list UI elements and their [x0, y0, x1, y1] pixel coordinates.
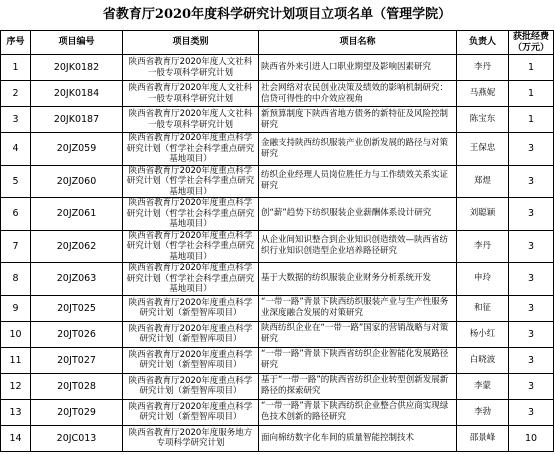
cell-funding: 3 [509, 373, 554, 399]
cell-funding: 3 [509, 133, 554, 166]
cell-category: 陕西省教育厅2020年度重点科学研究计划（新型智库项目） [123, 373, 259, 399]
cell-project-name: 陕西纺织企业在“一带一路”国家的营销战略与对策研究 [259, 321, 457, 347]
cell-funding: 3 [509, 263, 554, 296]
cell-category: 陕西省教育厅2020年度重点科学研究计划（哲学社会科学重点研究基地项目） [123, 133, 259, 166]
cell-leader: 和征 [457, 295, 509, 321]
cell-leader: 申玲 [457, 263, 509, 296]
cell-category: 陕西省教育厅2020年度重点科学研究计划（哲学社会科学重点研究基地项目） [123, 263, 259, 296]
cell-leader: 李丹 [457, 230, 509, 263]
cell-funding: 3 [509, 230, 554, 263]
table-row [1, 230, 554, 263]
cell-code: 20JC013 [31, 425, 123, 451]
cell-project-name: 新预算制度下陕西省地方债务的新特征及风险控制研究 [259, 107, 457, 133]
cell-code: 20JK0187 [31, 107, 123, 133]
cell-category: 陕西省教育厅2020年度服务地方专项科学研究计划 [123, 425, 259, 451]
document-title: 省教育厅2020年度科学研究计划项目立项名单（管理学院） [102, 7, 452, 22]
cell-leader: 李丹 [457, 55, 509, 81]
table-body [1, 55, 554, 452]
cell-no: 3 [1, 107, 31, 133]
project-table [0, 30, 554, 452]
cell-leader: 马燕妮 [457, 81, 509, 107]
cell-code: 20JT027 [31, 347, 123, 373]
cell-code: 20JT026 [31, 321, 123, 347]
cell-project-name: “一带一路”背景下陕西纺织企业整合供应商实现绿色技术创新的路径研究 [259, 399, 457, 425]
header-no: 序号 [1, 31, 31, 55]
table-row [1, 133, 554, 166]
cell-code: 20JZ060 [31, 165, 123, 198]
cell-leader: 刘聪颖 [457, 198, 509, 231]
cell-funding: 3 [509, 165, 554, 198]
table-row [1, 198, 554, 231]
cell-category: 陕西省教育厅2020年度人文社科一般专项科学研究计划 [123, 81, 259, 107]
cell-no: 8 [1, 263, 31, 296]
cell-project-name: 从企业间知识整合到企业知识创造绩效—陕西省纺织行业知识创造型企业培养路径研究 [259, 230, 457, 263]
table-row [1, 295, 554, 321]
cell-funding: 3 [509, 321, 554, 347]
table-header-row [1, 31, 554, 55]
table-row [1, 321, 554, 347]
cell-project-name: “一带一路”背景下陕西省纺织企业智能化发展路径研究 [259, 347, 457, 373]
cell-no: 10 [1, 321, 31, 347]
cell-funding: 1 [509, 55, 554, 81]
cell-code: 20JK0182 [31, 55, 123, 81]
cell-leader: 郑煜 [457, 165, 509, 198]
cell-category: 陕西省教育厅2020年度人文社科一般专项科学研究计划 [123, 55, 259, 81]
cell-leader: 白晓波 [457, 347, 509, 373]
cell-funding: 3 [509, 347, 554, 373]
cell-category: 陕西省教育厅2020年度重点科学研究计划（新型智库项目） [123, 399, 259, 425]
cell-no: 7 [1, 230, 31, 263]
cell-funding: 3 [509, 295, 554, 321]
cell-project-name: 金融支持陕西纺织服装产业创新发展的路径与对策研究 [259, 133, 457, 166]
cell-project-name: 基于大数据的纺织服装企业财务分析系统开发 [259, 263, 457, 296]
cell-funding: 1 [509, 107, 554, 133]
cell-funding: 3 [509, 198, 554, 231]
cell-no: 2 [1, 81, 31, 107]
cell-project-name: 面向棉纺数字化车间的质量智能控制技术 [259, 425, 457, 451]
cell-project-name: 创“薪”趋势下纺织服装企业薪酬体系设计研究 [259, 198, 457, 231]
cell-funding: 3 [509, 399, 554, 425]
cell-leader: 杨小红 [457, 321, 509, 347]
cell-project-name: 基于“一带一路”的陕西省纺织企业转型创新发展新路径的探索研究 [259, 373, 457, 399]
cell-category: 陕西省教育厅2020年度重点科学研究计划（哲学社会科学重点研究基地项目） [123, 198, 259, 231]
header-category: 项目类别 [123, 31, 259, 55]
cell-leader: 王保忠 [457, 133, 509, 166]
cell-leader: 邵景峰 [457, 425, 509, 451]
cell-leader: 李蒙 [457, 373, 509, 399]
cell-category: 陕西省教育厅2020年度重点科学研究计划（新型智库项目） [123, 321, 259, 347]
cell-code: 20JZ061 [31, 198, 123, 231]
cell-code: 20JT028 [31, 373, 123, 399]
cell-no: 14 [1, 425, 31, 451]
header-leader: 负责人 [457, 31, 509, 55]
cell-category: 陕西省教育厅2020年度重点科学研究计划（新型智库项目） [123, 347, 259, 373]
cell-code: 20JZ062 [31, 230, 123, 263]
cell-category: 陕西省教育厅2020年度重点科学研究计划（哲学社会科学重点研究基地项目） [123, 165, 259, 198]
cell-leader: 李勃 [457, 399, 509, 425]
table-row [1, 81, 554, 107]
cell-code: 20JZ059 [31, 133, 123, 166]
header-code: 项目编号 [31, 31, 123, 55]
table-row [1, 263, 554, 296]
cell-no: 6 [1, 198, 31, 231]
header-name: 项目名称 [259, 31, 457, 55]
cell-no: 13 [1, 399, 31, 425]
cell-code: 20JZ063 [31, 263, 123, 296]
cell-funding: 1 [509, 81, 554, 107]
cell-category: 陕西省教育厅2020年度重点科学研究计划（哲学社会科学重点研究基地项目） [123, 230, 259, 263]
cell-project-name: 社会网络对农民创业决策及绩效的影响机制研究：信贷可得性的中介效应视角 [259, 81, 457, 107]
cell-project-name: 纺织企业经理人员岗位胜任力与工作绩效关系实证研究 [259, 165, 457, 198]
cell-no: 12 [1, 373, 31, 399]
table-row [1, 55, 554, 81]
cell-category: 陕西省教育厅2020年度重点科学研究计划（新型智库项目） [123, 295, 259, 321]
cell-code: 20JT025 [31, 295, 123, 321]
cell-no: 1 [1, 55, 31, 81]
cell-code: 20JT029 [31, 399, 123, 425]
table-row [1, 107, 554, 133]
table-row [1, 165, 554, 198]
header-funding: 获批经费（万元） [509, 31, 554, 55]
cell-project-name: 陕西省外来引进人口职业期望及影响因素研究 [259, 55, 457, 81]
cell-no: 11 [1, 347, 31, 373]
table-row [1, 373, 554, 399]
cell-no: 5 [1, 165, 31, 198]
cell-no: 9 [1, 295, 31, 321]
table-row [1, 425, 554, 451]
cell-code: 20JK0184 [31, 81, 123, 107]
table-row [1, 399, 554, 425]
cell-funding: 10 [509, 425, 554, 451]
table-row [1, 347, 554, 373]
cell-leader: 陈宝东 [457, 107, 509, 133]
cell-no: 4 [1, 133, 31, 166]
cell-category: 陕西省教育厅2020年度人文社科一般专项科学研究计划 [123, 107, 259, 133]
cell-project-name: “一带一路”背景下陕西纺织服装产业与生产性服务业深度融合发展的对策研究 [259, 295, 457, 321]
